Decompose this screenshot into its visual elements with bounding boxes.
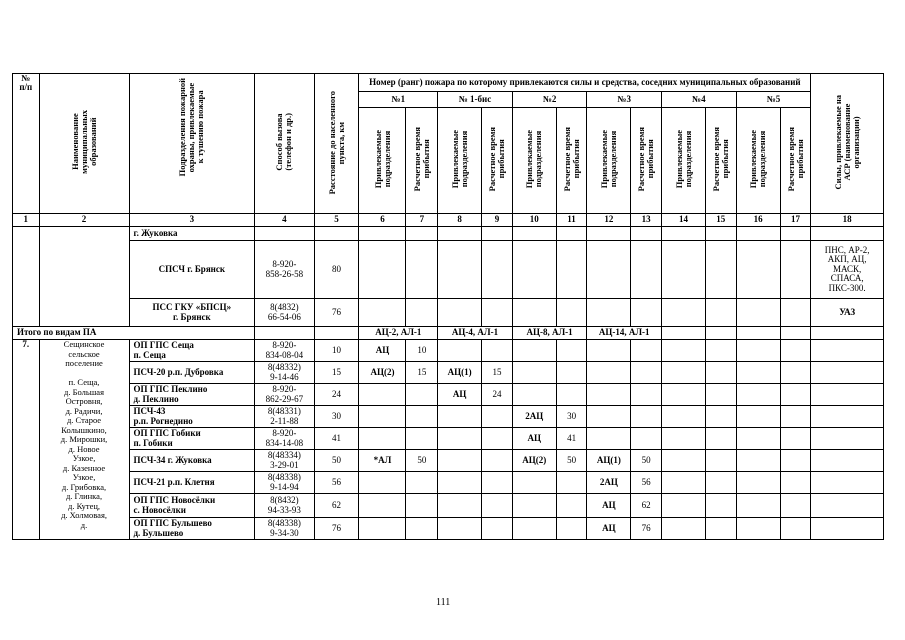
value-cell (482, 406, 513, 428)
value-cell (482, 472, 513, 494)
municipality-block (13, 340, 884, 540)
sub-units-label: Привлекаемые подразделения (598, 130, 618, 189)
cell (811, 384, 884, 406)
value-cell (556, 494, 587, 518)
cell (662, 406, 706, 428)
cell (705, 472, 736, 494)
cell (438, 299, 482, 327)
colnum: 18 (811, 214, 884, 227)
rank-1-time-header (406, 108, 438, 214)
value-cell (482, 340, 513, 362)
value-cell: АЦ (587, 518, 631, 540)
cell (705, 227, 736, 241)
distance-cell: 10 (314, 340, 359, 362)
rank-5-time-header (780, 108, 811, 214)
value-cell (359, 406, 406, 428)
distance-cell: 56 (314, 472, 359, 494)
header-municipality (39, 74, 129, 214)
unit-cell: ПСЧ-34 г. Жуковка (129, 450, 255, 472)
value-cell (438, 472, 482, 494)
value-cell (406, 406, 438, 428)
cell (780, 340, 811, 362)
row-number-cell: 7. (13, 340, 40, 540)
value-cell (438, 494, 482, 518)
phone-cell: 8-920- 834-08-04 (255, 340, 314, 362)
sub-time-label: Расчетное время прибытия (636, 127, 656, 192)
cell (39, 227, 129, 327)
colnum: 2 (39, 214, 129, 227)
cell (736, 428, 780, 450)
value-cell (631, 362, 662, 384)
value-cell (631, 384, 662, 406)
sub-units-label: Привлекаемые подразделения (449, 130, 469, 189)
phone-cell: 8(4832) 66-54-06 (255, 299, 314, 327)
cell (314, 327, 359, 340)
cell (359, 299, 406, 327)
cell (811, 518, 884, 540)
value-cell: АЦ(1) (587, 450, 631, 472)
totals-rank-1: АЦ-2, АЛ-1 (359, 327, 438, 340)
unit-cell: ПСС ГКУ «БПСЦ» г. Брянск (129, 299, 255, 327)
cell (662, 362, 706, 384)
cell (13, 227, 40, 327)
header-group-title: Номер (ранг) пожара по которому привлекаются силы и средства, соседних муниципальных образований (359, 74, 811, 92)
cell (780, 472, 811, 494)
distance-cell: 76 (314, 299, 359, 327)
cell (662, 327, 706, 340)
value-cell (556, 472, 587, 494)
value-cell (587, 362, 631, 384)
cell (587, 241, 631, 299)
header-municipality-text: Наименование муниципальных образований (69, 110, 98, 175)
rank-1-units-header (359, 108, 406, 214)
cell (736, 299, 780, 327)
cell (780, 384, 811, 406)
value-cell (438, 428, 482, 450)
cell (705, 299, 736, 327)
value-cell (512, 518, 556, 540)
cell (736, 327, 780, 340)
cell (512, 241, 556, 299)
cell (780, 299, 811, 327)
colnum: 8 (438, 214, 482, 227)
colnum: 1 (13, 214, 40, 227)
cell (705, 518, 736, 540)
totals-row (13, 327, 884, 340)
cell (780, 241, 811, 299)
value-cell: АЦ(2) (512, 450, 556, 472)
colnum: 16 (736, 214, 780, 227)
cell (811, 450, 884, 472)
cell (406, 299, 438, 327)
cell (780, 428, 811, 450)
value-cell (406, 494, 438, 518)
colnum: 3 (129, 214, 255, 227)
colnum: 5 (314, 214, 359, 227)
distance-cell: 30 (314, 406, 359, 428)
cell (255, 227, 314, 241)
value-cell (359, 518, 406, 540)
table-row (13, 299, 884, 327)
rank-4-time-header (705, 108, 736, 214)
cell (705, 241, 736, 299)
value-cell (482, 518, 513, 540)
unit-cell: ПСЧ-43 р.п. Рогнедино (129, 406, 255, 428)
cell (736, 362, 780, 384)
phone-cell: 8(48332) 9-14-46 (255, 362, 314, 384)
colnum: 12 (587, 214, 631, 227)
value-cell (406, 428, 438, 450)
table-row (13, 428, 884, 450)
cell (780, 362, 811, 384)
cell (705, 450, 736, 472)
cell (780, 450, 811, 472)
value-cell (438, 450, 482, 472)
cell (736, 340, 780, 362)
cell (736, 227, 780, 241)
value-cell: 24 (482, 384, 513, 406)
value-cell (512, 494, 556, 518)
totals-rank-2: АЦ-8, АЛ-1 (512, 327, 587, 340)
sub-units-label: Привлекаемые подразделения (524, 130, 544, 189)
table-row (13, 340, 884, 362)
cell (811, 227, 884, 241)
distance-cell: 80 (314, 241, 359, 299)
rank-1-bis: № 1-бис (438, 92, 513, 108)
cell (662, 299, 706, 327)
cell (662, 428, 706, 450)
unit-cell: ОП ГПС Сеща п. Сеща (129, 340, 255, 362)
totals-label: Итого по видам ПА (13, 327, 255, 340)
value-cell (406, 472, 438, 494)
table-row (13, 494, 884, 518)
value-cell: АЦ(2) (359, 362, 406, 384)
value-cell (438, 518, 482, 540)
rank-2: №2 (512, 92, 587, 108)
cell (811, 340, 884, 362)
cell (556, 299, 587, 327)
header-distance (314, 74, 359, 214)
unit-cell: ОП ГПС Новосёлки с. Новосёлки (129, 494, 255, 518)
cell (811, 327, 884, 340)
colnum: 9 (482, 214, 513, 227)
sub-units-label: Привлекаемые подразделения (673, 130, 693, 189)
cell (631, 227, 662, 241)
value-cell: 10 (406, 340, 438, 362)
value-cell: АЦ (438, 384, 482, 406)
cell (705, 384, 736, 406)
rank-5-units-header (736, 108, 780, 214)
cell (556, 241, 587, 299)
cell (811, 472, 884, 494)
value-cell (406, 384, 438, 406)
value-cell: 15 (482, 362, 513, 384)
cell (811, 406, 884, 428)
value-cell (438, 406, 482, 428)
cell (631, 299, 662, 327)
cell (662, 472, 706, 494)
colnum: 15 (705, 214, 736, 227)
distance-cell: 62 (314, 494, 359, 518)
cell (780, 494, 811, 518)
asr-cell: УАЗ (811, 299, 884, 327)
value-cell: АЦ(1) (438, 362, 482, 384)
value-cell: АЦ (359, 340, 406, 362)
value-cell (512, 362, 556, 384)
phone-cell: 8(48338) 9-14-94 (255, 472, 314, 494)
totals-rank-3: АЦ-14, АЛ-1 (587, 327, 662, 340)
value-cell: АЦ (587, 494, 631, 518)
cell (438, 227, 482, 241)
colnum: 13 (631, 214, 662, 227)
rank-1: №1 (359, 92, 438, 108)
sub-units-label: Привлекаемые подразделения (748, 130, 768, 189)
cell (662, 450, 706, 472)
table-row (13, 384, 884, 406)
value-cell: 50 (406, 450, 438, 472)
value-cell (512, 340, 556, 362)
phone-cell: 8-920- 834-14-08 (255, 428, 314, 450)
cell (662, 340, 706, 362)
value-cell (587, 406, 631, 428)
sub-time-label: Расчетное время прибытия (411, 127, 431, 192)
header-number: № п/п (13, 74, 40, 214)
value-cell (556, 518, 587, 540)
cell (780, 327, 811, 340)
header-asr-text: Силы, привлекаемые на АСР (наименование организации) (832, 95, 861, 190)
cell (406, 227, 438, 241)
sub-time-label: Расчетное время прибытия (710, 127, 730, 192)
value-cell: 41 (556, 428, 587, 450)
value-cell (631, 340, 662, 362)
value-cell: АЦ (512, 428, 556, 450)
colnum: 4 (255, 214, 314, 227)
unit-cell: ОП ГПС Гобики п. Гобики (129, 428, 255, 450)
unit-cell: ПСЧ-21 р.п. Клетня (129, 472, 255, 494)
cell (556, 227, 587, 241)
cell (482, 299, 513, 327)
rank-2-time-header (556, 108, 587, 214)
fire-forces-table (12, 73, 884, 540)
header-distance-text: Расстояние до населенного пункта, км (326, 90, 346, 194)
cell (438, 241, 482, 299)
cell (662, 227, 706, 241)
cell (512, 299, 556, 327)
cell (736, 241, 780, 299)
phone-cell: 8(48338) 9-34-30 (255, 518, 314, 540)
value-cell (406, 518, 438, 540)
table-row (13, 241, 884, 299)
value-cell (556, 362, 587, 384)
rank-3: №3 (587, 92, 662, 108)
cell (314, 227, 359, 241)
value-cell: 50 (556, 450, 587, 472)
cell (736, 494, 780, 518)
phone-cell: 8(8432) 94-33-93 (255, 494, 314, 518)
cell (736, 384, 780, 406)
cell (631, 241, 662, 299)
phone-cell: 8-920- 858-26-58 (255, 241, 314, 299)
header-units-text: Подразделения пожарной охраны, привлекаемые к тушению пожара (177, 78, 206, 177)
rank-4-units-header (662, 108, 706, 214)
table-row (13, 227, 884, 241)
sub-time-label: Расчетное время прибытия (561, 127, 581, 192)
cell (705, 327, 736, 340)
unit-cell: ОП ГПС Пеклино д. Пеклино (129, 384, 255, 406)
value-cell (482, 450, 513, 472)
value-cell (556, 340, 587, 362)
rank-4: №4 (662, 92, 737, 108)
header-units (129, 74, 255, 214)
distance-cell: 24 (314, 384, 359, 406)
cell (406, 241, 438, 299)
value-cell (359, 428, 406, 450)
distance-cell: 41 (314, 428, 359, 450)
cell (587, 227, 631, 241)
rank-5: №5 (736, 92, 811, 108)
cell (662, 494, 706, 518)
cell (811, 494, 884, 518)
value-cell (359, 384, 406, 406)
phone-cell: 8(48331) 2-11-88 (255, 406, 314, 428)
cell (482, 227, 513, 241)
cell (705, 340, 736, 362)
cell (705, 362, 736, 384)
value-cell: 62 (631, 494, 662, 518)
colnum: 11 (556, 214, 587, 227)
page-number: 111 (436, 597, 451, 608)
value-cell: 50 (631, 450, 662, 472)
value-cell (482, 428, 513, 450)
rank-1bis-time-header (482, 108, 513, 214)
header-call-method (255, 74, 314, 214)
sub-time-label: Расчетное время прибытия (487, 127, 506, 192)
cell (736, 450, 780, 472)
rank-1bis-units-header (438, 108, 482, 214)
cell (587, 299, 631, 327)
distance-cell: 76 (314, 518, 359, 540)
cell (736, 472, 780, 494)
subtitle-cell: г. Жуковка (129, 227, 255, 241)
cell (662, 384, 706, 406)
rank-2-units-header (512, 108, 556, 214)
table-row (13, 518, 884, 540)
value-cell: 76 (631, 518, 662, 540)
colnum: 14 (662, 214, 706, 227)
colnum: 17 (780, 214, 811, 227)
value-cell (587, 384, 631, 406)
value-cell (438, 340, 482, 362)
cell (811, 362, 884, 384)
cell (359, 227, 406, 241)
value-cell (631, 428, 662, 450)
cell (780, 406, 811, 428)
value-cell: 56 (631, 472, 662, 494)
rank-3-units-header (587, 108, 631, 214)
phone-cell: 8(48334) 3-29-01 (255, 450, 314, 472)
table-row (13, 362, 884, 384)
cell (705, 494, 736, 518)
value-cell (359, 472, 406, 494)
sub-units-label: Привлекаемые подразделения (372, 130, 392, 189)
cell (255, 327, 314, 340)
value-cell (512, 384, 556, 406)
table-row (13, 472, 884, 494)
value-cell: 30 (556, 406, 587, 428)
cell (482, 241, 513, 299)
cell (811, 428, 884, 450)
value-cell (587, 340, 631, 362)
cell (780, 518, 811, 540)
totals-rank-1-bis: АЦ-4, АЛ-1 (438, 327, 513, 340)
value-cell: 2АЦ (587, 472, 631, 494)
cell (662, 518, 706, 540)
header-call-method-text: Способ вызова (телефон и др.) (274, 113, 294, 172)
table-row (13, 406, 884, 428)
cell (359, 241, 406, 299)
asr-cell: ПНС, АР-2, АКП, АЦ, МАСК, СПАСА, ПКС-300. (811, 241, 884, 299)
value-cell (631, 406, 662, 428)
cell (662, 241, 706, 299)
value-cell (556, 384, 587, 406)
colnum: 6 (359, 214, 406, 227)
unit-cell: ОП ГПС Бульшево д. Бульшево (129, 518, 255, 540)
phone-cell: 8-920- 862-29-67 (255, 384, 314, 406)
value-cell (359, 494, 406, 518)
sub-time-label: Расчетное время прибытия (785, 127, 805, 192)
value-cell (482, 494, 513, 518)
cell (736, 406, 780, 428)
cell (705, 428, 736, 450)
value-cell: *АЛ (359, 450, 406, 472)
value-cell: 2АЦ (512, 406, 556, 428)
unit-cell: ПСЧ-20 р.п. Дубровка (129, 362, 255, 384)
distance-cell: 50 (314, 450, 359, 472)
table-row (13, 450, 884, 472)
value-cell (512, 472, 556, 494)
colnum: 7 (406, 214, 438, 227)
value-cell: 15 (406, 362, 438, 384)
cell (736, 518, 780, 540)
cell (512, 227, 556, 241)
header-asr (811, 74, 884, 214)
colnum: 10 (512, 214, 556, 227)
rank-3-time-header (631, 108, 662, 214)
municipality-cell: Сещинское сельское поселение п. Сеща, д. Большая Островня, д. Радичи, д. Старое Колышкино, д. Мирошки, д. Новое Узкое, д. Казенное Узкое, д. Грибовка, д. Глинка, д. Кутец, д. Холмовая, д. (39, 340, 129, 540)
cell (780, 227, 811, 241)
cell (705, 406, 736, 428)
distance-cell: 15 (314, 362, 359, 384)
value-cell (587, 428, 631, 450)
unit-cell: СПСЧ г. Брянск (129, 241, 255, 299)
